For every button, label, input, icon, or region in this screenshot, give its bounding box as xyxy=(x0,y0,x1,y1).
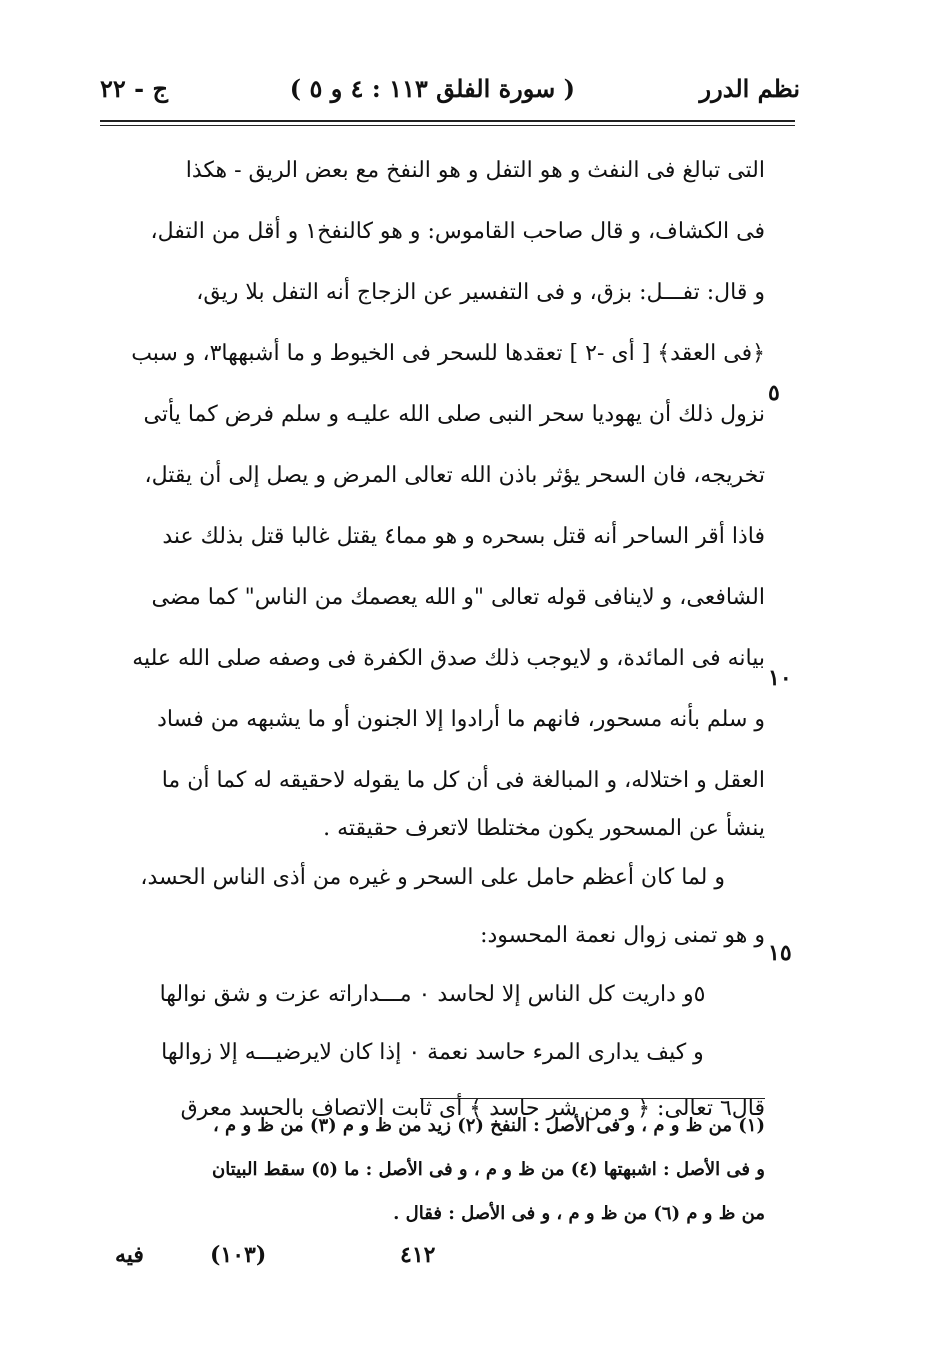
text-line: نزول ذلك أن يهوديا سحر النبى صلى الله عليـه و سلم فرض كما يأتى xyxy=(143,402,765,427)
verse-line: ٥و داريت كل الناس إلا لحاسد ٠ مـــداراته عزت و شق نوالها xyxy=(159,982,706,1007)
text-line: قال٦ تعالى: ﴿ و من شر حاسد ﴾ أى ثابت الاتصاف بالحسد معرق xyxy=(180,1096,765,1121)
volume-number: (١٠٣) xyxy=(210,1242,267,1268)
line-number: ٥ xyxy=(768,380,780,406)
footnote-line: (١) من ظ و م ، و فى الأصل : النفخ (٢) زيد من ظ و م (٣) من ظ و م ، xyxy=(212,1115,765,1136)
text-line: العقل و اختلاله، و المبالغة فى أن كل ما يقوله لاحقيقه له كما أن ما xyxy=(161,768,765,793)
text-line: تخريجه، فان السحر يؤثر باذن الله تعالى المرض و يصل إلى أن يقتل، xyxy=(144,463,765,488)
text-line: و هو تمنى زوال نعمة المحسود: xyxy=(480,923,765,948)
text-line: التى تبالغ فى النفث و هو التفل و هو النفخ مع بعض الريق - هكذا xyxy=(185,158,765,183)
text-line: بيانه فى المائدة، و لايوجب ذلك صدق الكفرة فى وصفه صلى الله عليه xyxy=(132,646,765,671)
running-header xyxy=(100,74,800,114)
catchword: فيه xyxy=(115,1242,144,1268)
surah-reference: ( سورة الفلق ١١٣ : ٤ و ٥ ) xyxy=(289,74,575,103)
footnote-line: من ظ و م (٦) من ظ و م ، و فى الأصل : فقال . xyxy=(393,1203,765,1224)
page-footer xyxy=(100,1242,765,1278)
verse-line: و كيف يدارى المرء حاسد نعمة ٠ إذا كان لايرضيـــه إلا زوالها xyxy=(161,1040,704,1065)
header-rule-thin xyxy=(100,125,795,126)
page-number: ٤١٢ xyxy=(400,1242,436,1268)
text-line: و سلم بأنه مسحور، فانهم ما أرادوا إلا الجنون أو ما يشبهه من فساد xyxy=(157,707,765,732)
book-title: نظم الدرر xyxy=(699,74,800,103)
header-rule xyxy=(100,120,795,122)
text-line: فاذا أقر الساحر أنه قتل بسحره و هو مما٤ يقتل غالبا قتل بذلك عند xyxy=(162,524,765,549)
line-number: ١٠ xyxy=(768,665,792,691)
footnotes xyxy=(100,1104,765,1236)
main-text xyxy=(100,140,765,1137)
text-line: فى الكشاف، و قال صاحب القاموس: و هو كالنفخ١ و أقل من التفل، xyxy=(150,219,765,244)
text-line: و لما كان أعظم حامل على السحر و غيره من أذى الناس الحسد، xyxy=(140,865,725,890)
line-number: ١٥ xyxy=(768,940,792,966)
text-line: الشافعى، و لاينافى قوله تعالى "و الله يعصمك من الناس" كما مضى xyxy=(151,585,765,610)
text-line: و قال: تفـــل: بزق، و فى التفسير عن الزجاج أنه التفل بلا ريق، xyxy=(196,280,765,305)
text-line: ينشأ عن المسحور يكون مختلطا لاتعرف حقيقته . xyxy=(323,816,765,841)
text-line: ﴿فى العقد﴾ [ أى -٢ ] تعقدها للسحر فى الخيوط و ما أشبهها٣، و سبب xyxy=(131,341,765,366)
footnote-line: و فى الأصل : اشبهتها (٤) من ظ و م ، و فى الأصل : ما (٥) سقط البيتان xyxy=(211,1159,765,1180)
footnote-rule xyxy=(420,1098,765,1099)
volume-label: ج - ٢٢ xyxy=(100,74,168,103)
